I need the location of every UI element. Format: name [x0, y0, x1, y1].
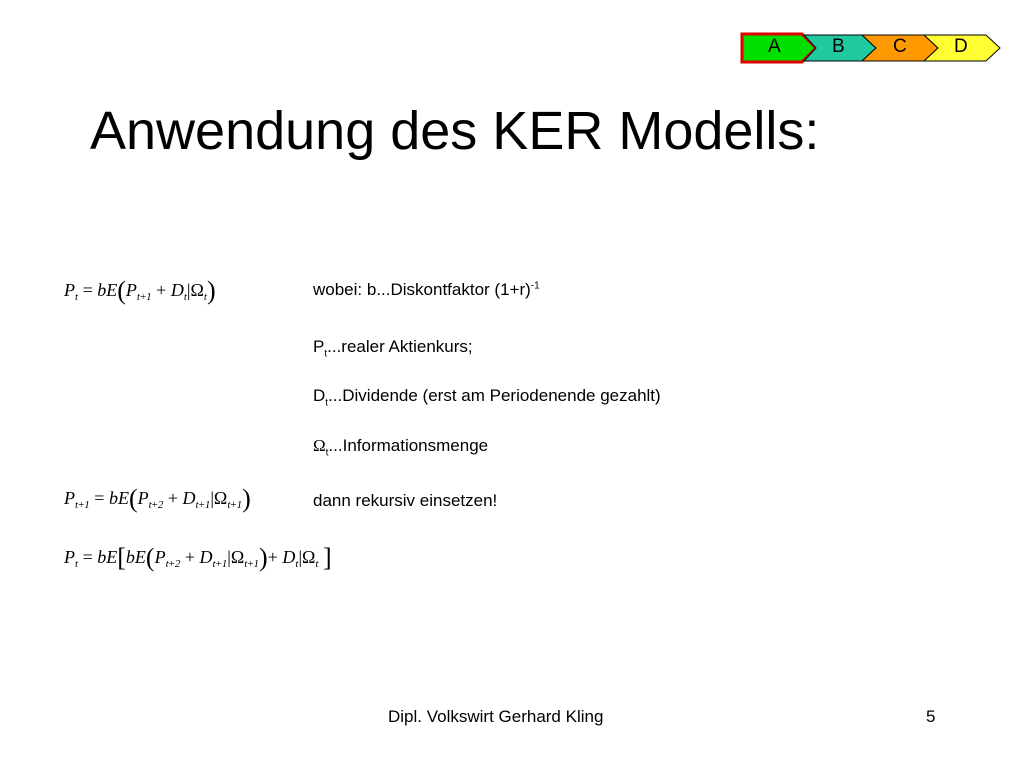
nav-label-d[interactable]: D: [954, 36, 968, 57]
note-information-symbol: Ω: [313, 436, 326, 455]
equation-1: $P_t = bE(P_{t+1} + D_t|\Omega_t)$: [64, 276, 216, 305]
note-dividend: [313, 386, 661, 408]
note-wobei-exponent: -1: [530, 280, 540, 292]
note-dividend-text: ...Dividende (erst am Periodenende gezahlt): [328, 386, 661, 405]
equation-2: $P_{t+1} = bE(P_{t+2} + D_{t+1}|\Omega_{t+1})$: [64, 484, 251, 513]
nav-label-b[interactable]: B: [832, 36, 845, 57]
nav-label-c[interactable]: C: [893, 36, 907, 57]
note-wobei-text: wobei: b...Diskontfaktor (1+r): [313, 280, 531, 299]
footer-author: Dipl. Volkswirt Gerhard Kling: [388, 707, 604, 726]
note-dividend-sub: t: [325, 397, 329, 409]
note-dividend-symbol: D: [313, 386, 326, 405]
note-price-symbol: P: [313, 337, 325, 356]
note-information: [313, 436, 488, 458]
note-price-sub: t: [324, 348, 328, 360]
note-rekursiv: dann rekursiv einsetzen!: [313, 491, 498, 510]
footer-page-number: 5: [926, 707, 936, 726]
slide-title: Anwendung des KER Modells:: [90, 101, 820, 161]
section-nav: [740, 32, 1002, 64]
note-price-text: ...realer Aktienkurs;: [327, 337, 473, 356]
note-information-text: ...Informationsmenge: [328, 436, 489, 455]
note-price: [313, 337, 473, 359]
nav-label-a[interactable]: A: [768, 36, 781, 57]
note-information-sub: t: [325, 447, 329, 459]
note-wobei: [313, 280, 540, 300]
equation-3: $P_t = bE[bE(P_{t+2} + D_{t+1}|\Omega_{t+1})+ D_t|\Omega_t$ ]: [64, 543, 332, 572]
